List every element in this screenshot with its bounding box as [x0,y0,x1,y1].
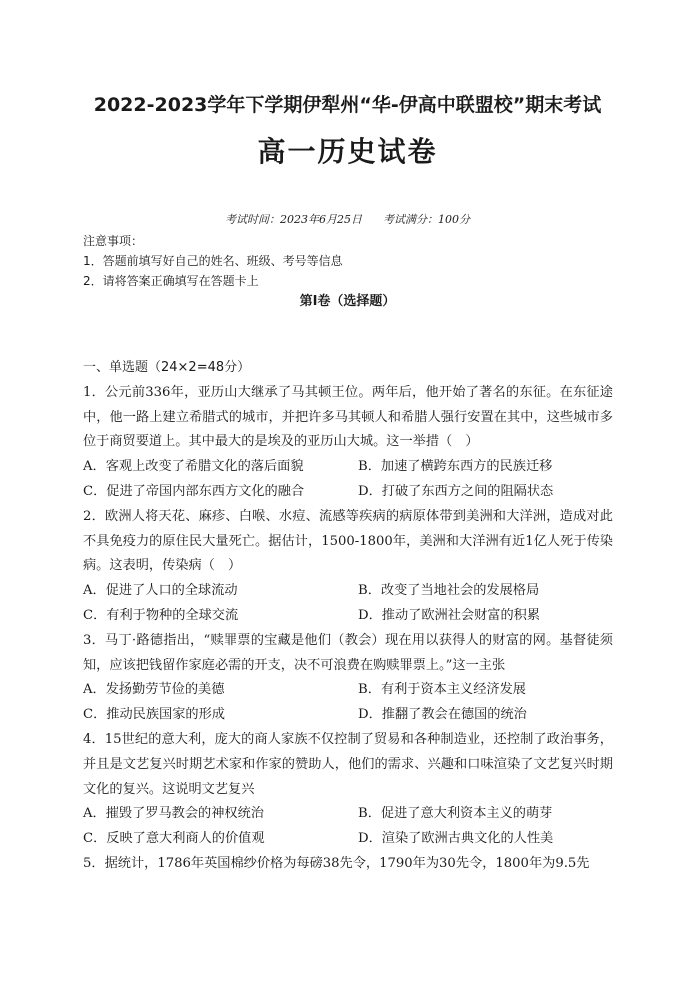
options-row [83,579,613,604]
option-a: A．促进了人口的全球流动 [83,583,238,599]
option-b: B．加速了横跨东西方的民族迁移 [358,459,553,475]
question-stem: 3．马丁·路德指出，“赎罪票的宝藏是他们（教会）现在用以获得人的财富的网。基督徒须知，应该把钱留作家庭必需的开支，决不可浪费在购赎罪票上。”这一主张 [83,632,613,673]
option-c: C．有利于物种的全球交流 [83,607,239,623]
option-d: D．打破了东西方之间的阻隔状态 [358,483,554,499]
part-heading: 一、单选题（24×2=48分） [83,360,251,375]
options-row [83,480,613,505]
exam-title: 2022-2023学年下学期伊犁州“华-伊高中联盟校”期末考试 [93,94,602,116]
option-a: A．客观上改变了希腊文化的落后面貌 [83,459,304,475]
questions-area [83,356,613,877]
question-stem: 5．据统计，1786年英国棉纱价格为每磅38先令，1790年为30先令，1800年为9.5先 [83,855,590,871]
option-d: D．推翻了教会在德国的统治 [358,707,527,723]
question-stem: 2．欧洲人将天花、麻疹、白喉、水痘、流感等疾病的病原体带到美洲和大洋洲，造成对此不具免疫力的原住民大量死亡。据估计，1500-1800年，美洲和大洋洲有近1亿人死于传染病。这表明，传染病（ ） [83,508,613,574]
option-d: D．渲染了欧洲古典文化的人性美 [358,831,554,847]
notes-heading: 注意事项： [83,234,144,248]
notes-block [83,231,343,291]
option-a: A．发扬勤劳节俭的美德 [83,682,225,698]
question-2 [83,505,613,629]
option-d: D．推动了欧洲社会财富的积累 [358,607,541,623]
options-row [83,455,613,480]
exam-subject-title: 高一历史试卷 [257,135,438,168]
options-row [83,827,613,852]
option-c: C．反映了意大利商人的价值观 [83,831,265,847]
question-1 [83,381,613,505]
options-row [83,703,613,728]
option-b: B．改变了当地社会的发展格局 [358,583,540,599]
exam-time-and-score: 考试时间：2023年6月25日 考试满分：100分 [225,213,470,226]
option-a: A．摧毁了罗马教会的神权统治 [83,806,264,822]
question-5 [83,852,613,877]
notes-item: 2．请将答案正确填写在答题卡上 [83,274,259,288]
options-row [83,802,613,827]
option-c: C．推动民族国家的形成 [83,707,225,723]
question-stem: 1．公元前336年，亚历山大继承了马其顿王位。两年后，他开始了著名的东征。在东征途中，他一路上建立希腊式的城市，并把许多马其顿人和希腊人强行安置在其中，这些城市多位于商贸要道上。其中最大的是埃及的亚历山大城。这一举措（ ） [83,384,613,450]
options-row [83,678,613,703]
question-3 [83,629,613,728]
section-title: 第I卷（选择题） [299,294,396,309]
option-c: C．促进了帝国内部东西方文化的融合 [83,483,305,499]
question-stem: 4．15世纪的意大利，庞大的商人家族不仅控制了贸易和各种制造业，还控制了政治事务，并且是文艺复兴时期艺术家和作家的赞助人，他们的需求、兴趣和口味渲染了文艺复兴时期文化的复兴。这说明文艺复兴 [83,731,613,797]
option-b: B．促进了意大利资本主义的萌芽 [358,806,553,822]
notes-item: 1．答题前填写好自己的姓名、班级、考号等信息 [83,254,343,268]
question-4 [83,728,613,852]
options-row [83,604,613,629]
option-b: B．有利于资本主义经济发展 [358,682,526,698]
